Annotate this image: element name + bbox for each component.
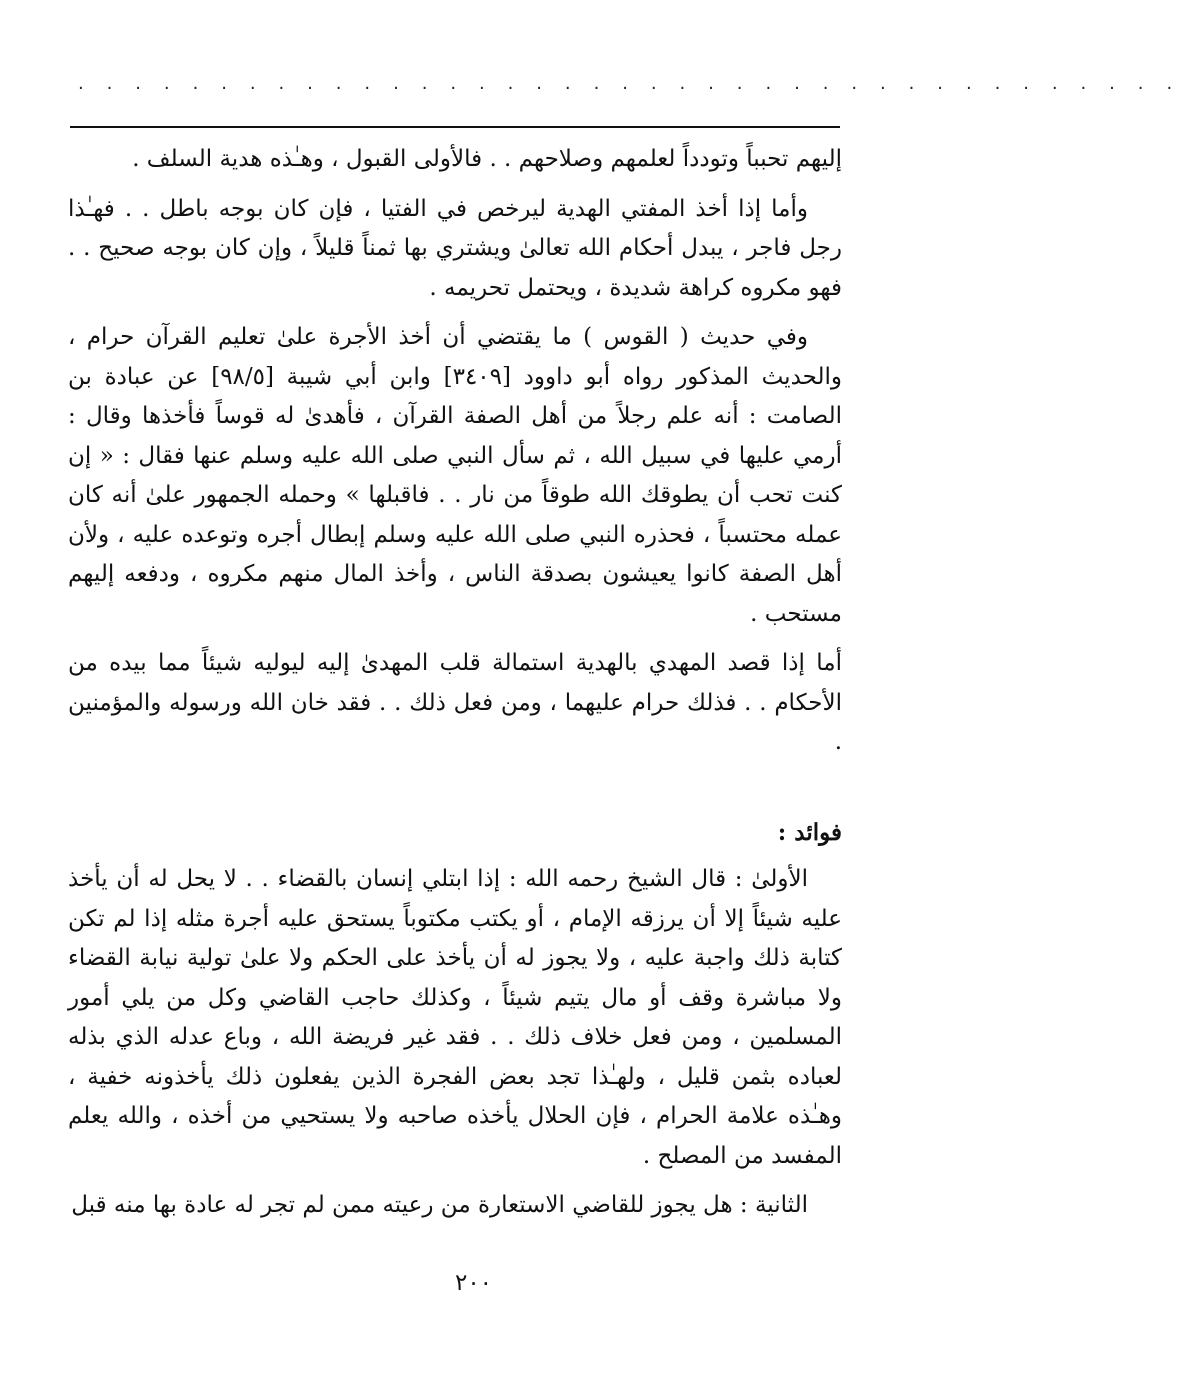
paragraph-benefit-second: الثانية : هل يجوز للقاضي الاستعارة من رعيته ممن لم تجر له عادة بها منه قبل <box>71 1192 808 1218</box>
section-heading: فوائد : <box>777 818 842 846</box>
header-rule <box>70 126 840 128</box>
paragraph-continuation: إليهم تحبباً وتودداً لعلمهم وصلاحهم . . فالأولى القبول ، وهـٰذه هدية السلف . <box>132 146 842 172</box>
paragraph-gift-intent: أما إذا قصد المهدي بالهدية استمالة قلب المهدىٰ إليه ليوليه شيئاً مما بيده من الأحكام . . فذلك حرام عليهما ، ومن فعل ذلك . . فقد خان الله ورسوله والمؤمنين . <box>68 650 842 755</box>
paragraph-bow-hadith: وفي حديث ( القوس ) ما يقتضي أن أخذ الأجرة علىٰ تعليم القرآن حرام ، والحديث المذكور رواه أبو داوود [٣٤٠٩] وابن أبي شيبة [٩٨/٥] عن عبادة بن الصامت : أنه علم رجلاً من أهل الصفة القرآن ، فأهدىٰ له قوساً فأخذها وقال : أرمي عليها في سبيل الله ، ثم سأل النبي صلى الله عليه وسلم عنها فقال : « إن كنت تحب أن يطوقك الله طوقاً من نار . . فاقبلها » وحمله الجمهور علىٰ أنه كان عمله محتسباً ، فحذره النبي صلى الله عليه وسلم إبطال أجره وتوعده عليه ، ولأن أهل الصفة كانوا يعيشون بصدقة الناس ، وأخذ المال منهم مكروه ، ودفعه إليهم مستحب . <box>68 324 843 627</box>
paragraph-mufti-gift: وأما إذا أخذ المفتي الهدية ليرخص في الفتيا ، فإن كان بوجه باطل . . فهـٰذا رجل فاجر ، يبدل أحكام الله تعالىٰ ويشتري بها ثمناً قليلاً ، وإن كان بوجه صحيح . . فهو مكروه كراهة شديدة ، ويحتمل تحريمه . <box>68 195 842 301</box>
page-body <box>68 140 842 1236</box>
header-dotted-line: · · · · · · · · · · · · · · · · · · · · · · · · · · · · · · · · · · · · · · · <box>78 78 1181 99</box>
page-number: ٢٠٠ <box>454 1270 493 1296</box>
paragraph-benefit-first: الأولىٰ : قال الشيخ رحمه الله : إذا ابتلي إنسان بالقضاء . . لا يحل له أن يأخذ عليه شيئاً إلا أن يرزقه الإمام ، أو يكتب مكتوباً يستحق عليه أجرة مثله إذا لم تكن كتابة ذلك واجبة عليه ، ولا يجوز له أن يأخذ على الحكم ولا علىٰ تولية نيابة القضاء ولا مباشرة وقف أو مال يتيم شيئاً ، وكذلك حاجب القاضي وكل من يلي أمور المسلمين ، ومن فعل خلاف ذلك . . فقد غير فريضة الله ، وباع عدله الذي بذله لعباده بثمن قليل ، ولهـٰذا تجد بعض الفجرة الذين يفعلون ذلك يأخذونه خفية ، وهـٰذه علامة الحرام ، فإن الحلال يأخذه صاحبه ولا يستحيي من أخذه ، والله يعلم المفسد من المصلح . <box>68 866 842 1169</box>
